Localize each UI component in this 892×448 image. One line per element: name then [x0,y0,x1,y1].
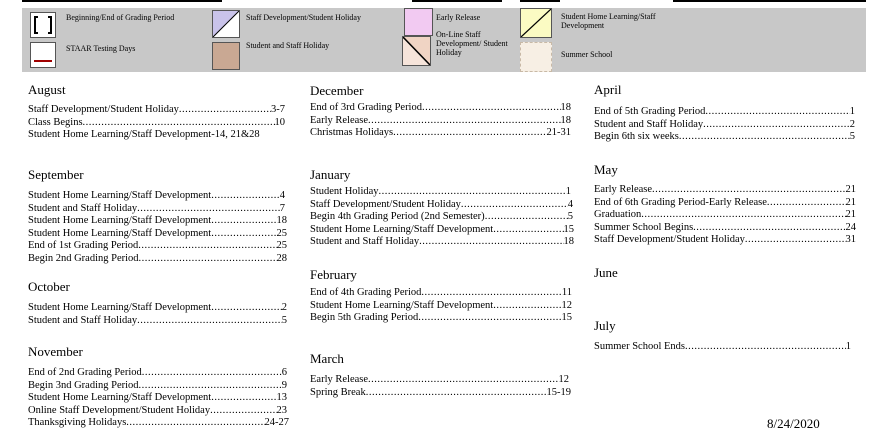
student-staff-holiday-swatch-icon [212,42,240,70]
summer-school-swatch-icon [520,42,552,72]
event-row: Student Home Learning/Staff Development ..... 12 [310,300,572,312]
event-row: Begin 6th six weeks ..... 5 [594,131,855,143]
event-row: Spring Break ..... 15-19 [310,387,571,399]
event-row: Early Release ..... 18 [310,115,571,127]
event-row: Student and Staff Holiday ..... 5 [28,315,287,327]
event-row: Early Release ..... 21 [594,184,856,196]
footer-date: 8/24/2020 [767,416,820,431]
event-row: Thanksgiving Holidays ..... 24-27 [28,417,289,429]
event-row: Early Release ..... 12 [310,374,569,386]
legend-label-staar: STAAR Testing Days [66,44,136,53]
event-row: Student and Staff Holiday ..... 7 [28,203,285,215]
legend-label-student-staff-holiday: Student and Staff Holiday [246,41,330,50]
event-row: Student Home Learning/Staff Development ..... 2 [28,302,287,314]
month-heading-january: January [310,167,351,182]
event-row: End of 1st Grading Period ..... 25 [28,240,287,252]
event-row: End of 2nd Grading Period ..... 6 [28,367,287,379]
legend-label-online-staff-dev: On-Line Staff Development/ Student Holiday [436,30,508,57]
month-heading-march: March [310,351,344,366]
event-row: Student Home Learning/Staff Development ..... 4 [28,190,285,202]
legend-label-home-learning: Student Home Learning/Staff Development [561,12,656,30]
event-row: Staff Development/Student Holiday ..... 31 [594,234,856,246]
month-heading-may: May [594,162,618,177]
event-row: Begin 4th Grading Period (2nd Semester) ..... 5 [310,211,573,223]
month-heading-june: June [594,265,618,280]
top-border [520,0,560,2]
event-row: Student Home Learning/Staff Development-14, 21&28 [28,129,260,140]
staar-icon [30,42,56,68]
event-row: Begin 2nd Grading Period ..... 28 [28,253,287,265]
event-row: Student Holiday ..... 1 [310,186,571,198]
event-row: Student Home Learning/Staff Development ..... 25 [28,228,287,240]
month-heading-july: July [594,318,616,333]
event-row: Student and Staff Holiday ..... 18 [310,236,574,248]
event-row: Summer School Begins ..... 24 [594,222,856,234]
event-row: Student and Staff Holiday ..... 2 [594,119,855,131]
grading-period-bracket-icon [30,12,56,38]
top-border [412,0,502,2]
month-heading-october: October [28,279,70,294]
event-row: Student Home Learning/Staff Development ..... 15 [310,224,574,236]
month-heading-december: December [310,83,364,98]
event-row: End of 6th Grading Period-Early Release ..... 21 [594,197,856,209]
event-row: End of 5th Grading Period ..... 1 [594,106,855,118]
month-heading-november: November [28,344,83,359]
legend-label-early-release: Early Release [436,13,481,22]
month-heading-august: August [28,82,66,97]
event-row: Christmas Holidays ..... 21-31 [310,127,571,139]
event-row: Student Home Learning/Staff Development ..... 18 [28,215,287,227]
event-row: Begin 3nd Grading Period ..... 9 [28,380,287,392]
event-row: End of 4th Grading Period ..... 11 [310,287,572,299]
staff-dev-swatch-icon [212,10,240,38]
home-learning-swatch-icon [520,8,552,38]
event-row: End of 3rd Grading Period ..... 18 [310,102,571,114]
top-border [673,0,866,2]
event-row: Class Begins ..... 10 [28,117,285,129]
month-heading-september: September [28,167,84,182]
event-row: Begin 5th Grading Period ..... 15 [310,312,572,324]
event-row: Student Home Learning/Staff Development ..... 13 [28,392,287,404]
top-border [22,0,222,2]
legend-panel [22,8,866,72]
event-row: Summer School Ends ..... 1 [594,341,851,353]
online-staff-dev-swatch-icon [402,36,431,66]
legend-label-grading-period: Beginning/End of Grading Period [66,13,175,22]
event-row: Graduation ..... 21 [594,209,856,221]
legend-label-staff-dev: Staff Development/Student Holiday [246,13,361,22]
event-row: Staff Development/Student Holiday ..... 3-7 [28,104,285,116]
month-heading-february: February [310,267,357,282]
event-row: Staff Development/Student Holiday ..... 4 [310,199,573,211]
early-release-swatch-icon [404,8,433,36]
month-heading-april: April [594,82,622,97]
legend-label-summer-school: Summer School [561,50,613,59]
event-row: Online Staff Development/Student Holiday ..... 23 [28,405,287,417]
